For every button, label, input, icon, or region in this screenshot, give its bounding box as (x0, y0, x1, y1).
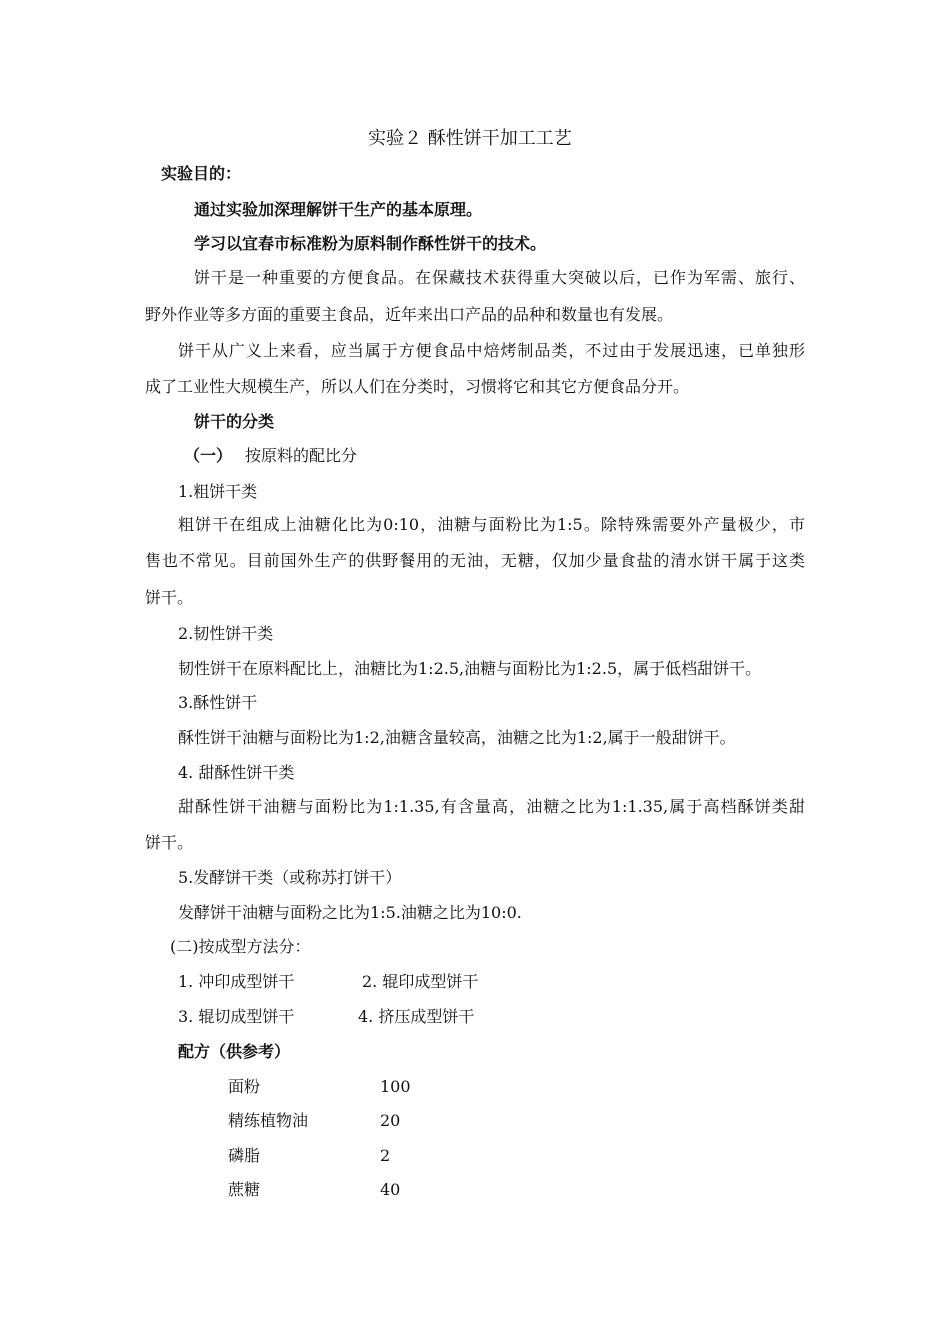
classification-heading: 饼干的分类 (194, 412, 275, 431)
section-label: 按原料的配比分 (245, 446, 358, 465)
type-description-line: 粗饼干在组成上油糖化比为0:10，油糖与面粉比为1:5。除特殊需要外产量极少，市 (178, 515, 805, 534)
method-item: 1. 冲印成型饼干 (178, 972, 295, 991)
type-heading: 2.韧性饼干类 (178, 624, 274, 643)
purpose-item: 学习以宜春市标准粉为原料制作酥性饼干的技术。 (194, 234, 547, 253)
type-heading: 3.酥性饼干 (178, 693, 258, 712)
type-description-line: 韧性饼干在原料配比上，油糖比为1:2.5,油糖与面粉比为1:2.5，属于低档甜饼干。 (178, 659, 762, 678)
type-description-line: 酥性饼干油糖与面粉比为1:2,油糖含量较高，油糖之比为1:2,属于一般甜饼干。 (178, 728, 736, 747)
type-description-line: 饼干。 (145, 833, 194, 852)
recipe-ingredient: 蔗糖 (228, 1180, 261, 1199)
purpose-heading: 实验目的： (161, 164, 242, 183)
type-heading: 1.粗饼干类 (178, 482, 258, 501)
recipe-amount: 100 (380, 1077, 411, 1096)
recipe-amount: 40 (380, 1180, 401, 1199)
recipe-amount: 20 (380, 1111, 401, 1130)
recipe-ingredient: 磷脂 (228, 1146, 261, 1165)
type-heading: 5.发酵饼干类（或称苏打饼干） (178, 868, 402, 887)
purpose-item: 通过实验加深理解饼干生产的基本原理。 (194, 200, 483, 219)
recipe-heading: 配方（供参考） (178, 1042, 291, 1061)
type-description-line: 发酵饼干油糖与面粉之比为1:5.油糖之比为10:0. (178, 903, 522, 922)
type-description-line: 饼干。 (145, 588, 194, 607)
method-item: 4. 挤压成型饼干 (358, 1007, 475, 1026)
intro-paragraph-line: 饼干是一种重要的方便食品。在保藏技术获得重大突破以后，已作为军需、旅行、 (194, 268, 805, 287)
section-number: （一） (184, 446, 233, 465)
intro-paragraph-line: 成了工业性大规模生产，所以人们在分类时，习惯将它和其它方便食品分开。 (145, 377, 690, 396)
recipe-amount: 2 (380, 1146, 391, 1165)
method-item: 2. 辊印成型饼干 (362, 972, 479, 991)
recipe-ingredient: 面粉 (228, 1077, 261, 1096)
method-item: 3. 辊切成型饼干 (178, 1007, 295, 1026)
intro-paragraph-line: 野外作业等多方面的重要主食品，近年来出口产品的品种和数量也有发展。 (145, 305, 674, 324)
type-description-line: 售也不常见。目前国外生产的供野餐用的无油，无糖，仅加少量食盐的清水饼干属于这类 (145, 551, 805, 570)
type-description-line: 甜酥性饼干油糖与面粉比为1:1.35,有含量高，油糖之比为1:1.35,属于高档酥饼类甜 (178, 797, 805, 816)
recipe-ingredient: 精练植物油 (228, 1111, 309, 1130)
document-title: 实验２ 酥性饼干加工工艺 (368, 128, 572, 149)
section-heading: (二)按成型方法分： (170, 937, 311, 956)
intro-paragraph-line: 饼干从广义上来看，应当属于方便食品中焙烤制品类，不过由于发展迅速，已单独形 (178, 341, 805, 360)
type-heading: 4. 甜酥性饼干类 (178, 763, 295, 782)
